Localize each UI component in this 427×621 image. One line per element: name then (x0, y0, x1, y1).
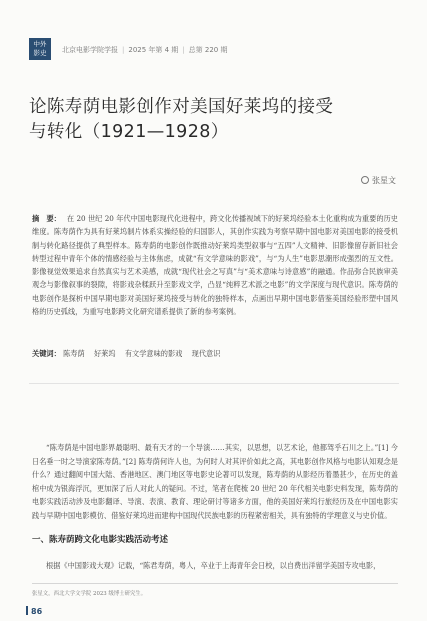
keyword: 好莱坞 (93, 349, 116, 358)
keywords-label: 关键词： (32, 349, 61, 358)
title-line-1: 论陈寿荫电影创作对美国好莱坞的接受 (29, 97, 334, 117)
author-name: 张星文 (372, 176, 396, 185)
divider (29, 383, 399, 384)
keyword: 陈寿荫 (63, 349, 85, 358)
author-byline (361, 175, 396, 186)
keywords (32, 349, 398, 359)
abstract-text: 在 20 世纪 20 年代中国电影现代化进程中，跨文化传播视域下的好莱坞经验本土化重构成为重要的历史维度。陈寿荫作为具有好莱坞制片体系实操经验的归国影人，其创作实践为考察早期中国电影对美国电影的接受机制与转化路径提供了典型样本。陈寿荫的电影创作既推动好莱坞类型叙事与“五四”人文精神、旧影像留存新旧社会转型过程中青年个体的情感经验与主体焦虑，成就“有文学意味的影戏”，与“为人生”电影思潮形成强烈的互文性。影像视觉效果追求自然真实与艺术美感，成就“现代社会之写真”与“美术意味与诗意感”的融通。作品弥合民族审美观念与影像叙事的裂隙，将影戏杂糅跃升至影戏文学，凸显“纯粹艺术派之电影”的文学深度与现代意识。陈寿荫的电影创作是探析中国早期电影对美国好莱坞接受与转化的独特样本，点画出早期中国电影借鉴美国经验形塑中国风格的历史弧线，为重写电影跨文化研究谱系提供了新的参考案例。 (32, 214, 398, 317)
footnote: 张星文，西北大学文学院 2023 级博士研究生。 (32, 591, 147, 597)
keyword: 有文学意味的影戏 (124, 349, 183, 358)
keyword: 现代意识 (191, 349, 221, 358)
body-paragraph-1: “陈寿荫是中国电影界最聪明、最有天才的一个导演……其实，以思想，以艺术论，他都驾乎石川之上。”[1] 今日名垂一时之导演家陈寿荫。”[2] 陈寿荫何许人也，为何时人对其评价如此之高，其电影创作风格与电影认知观念是什么？通过翻阅中国大陆、香港地区、澳门地区等电影史论著可以发现，陈寿荫的从影经历着墨甚少，在历史的盖棺中成为银海浮沉，更加深了后人对此人的疑问。不过，笔者在爬梳 20 世纪 20 年代相关电影史料发现，陈寿荫的电影实践活动涉及电影翻译、导演、表演、教育、理论研讨等诸多方面，他的美国好莱坞行旅经历及在中国电影实践与早期中国电影模仿、借鉴好莱坞进而建构中国现代民族电影的历程紧密相关，具有独特的学理意义与史价值。 (32, 443, 398, 520)
abstract (32, 212, 398, 318)
journal-header: 北京电影学院学报 | 2025 年第 4 期 | 总第 220 期 (62, 46, 228, 54)
section-badge: 中外 影史 (29, 38, 51, 60)
abstract-label: 摘 要： (32, 214, 61, 223)
journal-name: 北京电影学院学报 (62, 46, 118, 54)
section-heading: 一、陈寿荫跨文化电影实践活动考述 (32, 535, 169, 545)
page-marker (26, 606, 28, 615)
body-paragraph-2: 根据《中国影戏大观》记载，“陈君寿荫，粤人，卒业于上海青年会日校，以自费出洋留学美国专攻电影， (46, 561, 381, 570)
journal-total-issue: 总第 220 期 (188, 46, 228, 54)
journal-issue: 2025 年第 4 期 (128, 46, 179, 54)
title-line-2: 与转化（1921—1928） (29, 122, 229, 142)
author-circle-icon (361, 176, 369, 184)
footnote-rule (32, 583, 398, 584)
article-title (29, 95, 399, 145)
page-number: 86 (26, 606, 42, 616)
